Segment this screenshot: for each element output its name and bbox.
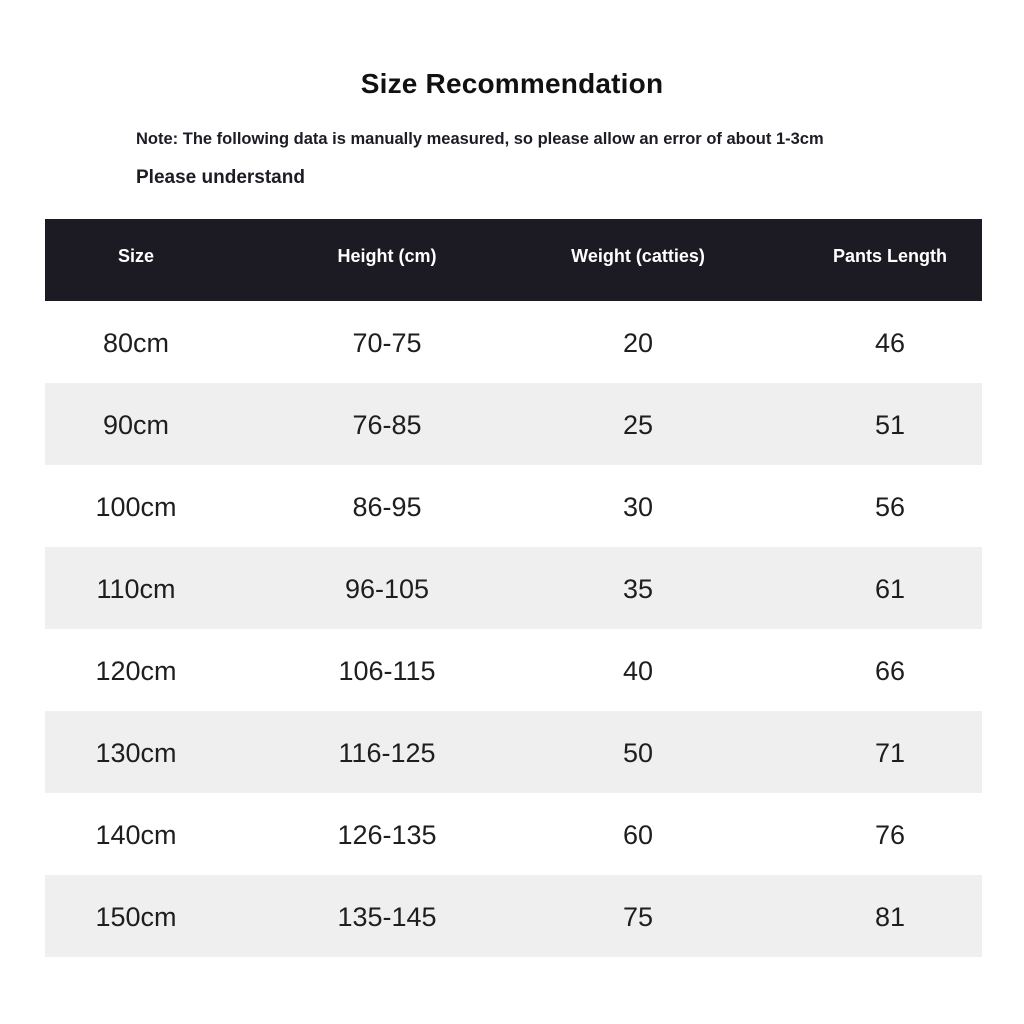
cell-size: 130cm — [95, 738, 177, 768]
cell-height: 86-95 — [352, 492, 422, 522]
table-row — [45, 465, 982, 547]
table-row — [45, 875, 982, 957]
header-height: Height (cm) — [337, 246, 437, 266]
cell-pants-length: 46 — [874, 328, 906, 358]
table-row — [45, 301, 982, 383]
cell-height: 126-135 — [337, 820, 437, 850]
cell-height: 116-125 — [338, 738, 436, 768]
cell-size: 80cm — [102, 328, 170, 358]
cell-weight: 30 — [622, 492, 654, 522]
cell-height: 96-105 — [344, 574, 430, 604]
cell-size: 120cm — [95, 656, 177, 686]
cell-pants-length: 81 — [874, 902, 906, 932]
cell-pants-length: 71 — [874, 738, 906, 768]
cell-height: 135-145 — [337, 902, 437, 932]
cell-size: 140cm — [95, 820, 177, 850]
cell-weight: 75 — [622, 902, 654, 932]
measurement-note: Note: The following data is manually measured, so please allow an error of about 1-3cm — [136, 130, 824, 148]
cell-pants-length: 76 — [874, 820, 906, 850]
header-size: Size — [117, 246, 155, 266]
cell-size: 110cm — [96, 574, 176, 604]
cell-pants-length: 61 — [874, 574, 906, 604]
table-row — [45, 793, 982, 875]
cell-size: 150cm — [95, 902, 177, 932]
cell-height: 76-85 — [352, 410, 422, 440]
cell-weight: 35 — [622, 574, 654, 604]
cell-pants-length: 56 — [874, 492, 906, 522]
cell-size: 100cm — [95, 492, 177, 522]
cell-weight: 20 — [622, 328, 654, 358]
size-table — [45, 219, 982, 957]
table-row — [45, 547, 982, 629]
cell-weight: 50 — [622, 738, 654, 768]
cell-weight: 25 — [622, 410, 654, 440]
table-row — [45, 629, 982, 711]
cell-size: 90cm — [102, 410, 170, 440]
table-row — [45, 383, 982, 465]
cell-weight: 60 — [622, 820, 654, 850]
header-pants-length: Pants Length — [832, 246, 947, 266]
cell-pants-length: 66 — [874, 656, 906, 686]
header-weight: Weight (catties) — [571, 246, 705, 266]
cell-pants-length: 51 — [874, 410, 906, 440]
cell-weight: 40 — [622, 656, 654, 686]
table-header — [45, 219, 982, 301]
cell-height: 70-75 — [352, 328, 422, 358]
table-row — [45, 711, 982, 793]
cell-height: 106-115 — [338, 656, 436, 686]
understand-note: Please understand — [136, 167, 305, 188]
page-title: Size Recommendation — [360, 68, 664, 99]
